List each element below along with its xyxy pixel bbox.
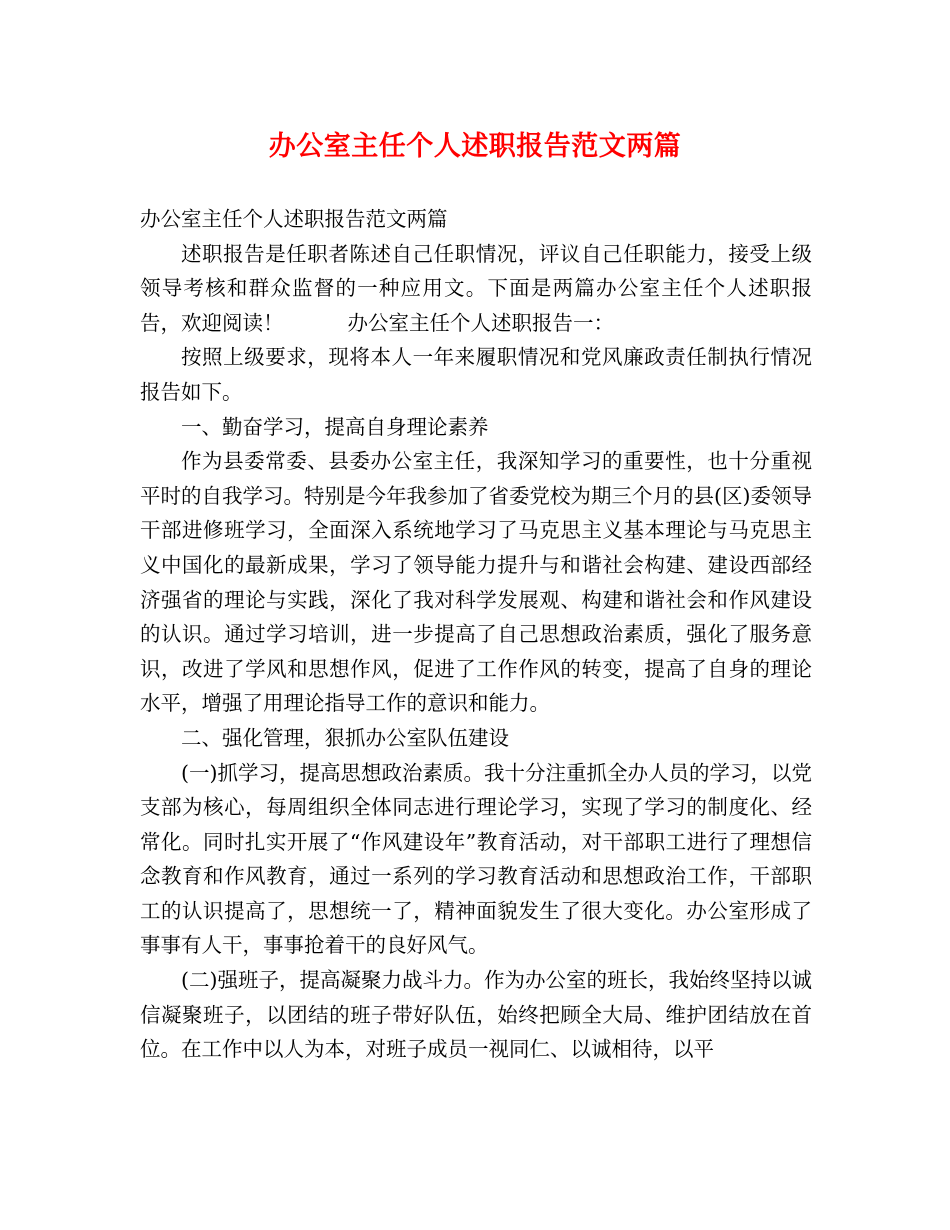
document-body	[140, 202, 812, 1067]
section-heading-management: 二、强化管理，狠抓办公室队伍建设	[181, 725, 509, 750]
document-subtitle: 办公室主任个人述职报告范文两篇	[140, 207, 448, 231]
body-paragraph: (二)强班子，提高凝聚力战斗力。作为办公室的班长，我始终坚持以诚信凝聚班子，以团结的班子带好队伍，始终把顾全大局、维护团结放在首位。在工作中以人为本，对班子成员一视同仁、以诚相待，以平	[140, 968, 812, 1062]
report-one-heading: 办公室主任个人述职报告一：	[347, 310, 614, 335]
body-paragraph: 作为县委常委、县委办公室主任，我深知学习的重要性，也十分重视平时的自我学习。特别是今年我参加了省委党校为期三个月的县(区)委领导干部进修班学习，全面深入系统地学习了马克思主义基本理论与马克思主义中国化的最新成果，学习了领导能力提升与和谐社会构建、建设西部经济强省的理论与实践，深化了我对科学发展观、构建和谐社会和作风建设的认识。通过学习培训，进一步提高了自己思想政治素质，强化了服务意识，改进了学风和思想作风，促进了工作作风的转变，提高了自身的理论水平，增强了用理论指导工作的意识和能力。	[140, 449, 812, 716]
document-title: 办公室主任个人述职报告范文两篇	[268, 131, 682, 162]
body-paragraph: 按照上级要求，现将本人一年来履职情况和党风廉政责任制执行情况报告如下。	[140, 345, 812, 404]
body-paragraph: (一)抓学习，提高思想政治素质。我十分注重抓全办人员的学习，以党支部为核心，每周组织全体同志进行理论学习，实现了学习的制度化、经常化。同时扎实开展了“作风建设年”教育活动，对干部职工进行了理想信念教育和作风教育，通过一系列的学习教育活动和思想政治工作，干部职工的认识提高了，思想统一了，精神面貌发生了很大变化。办公室形成了事事有人干，事事抢着干的良好风气。	[140, 760, 812, 958]
intro-paragraph	[140, 237, 812, 341]
section-heading-study: 一、勤奋学习，提高自身理论素养	[181, 414, 489, 439]
intro-text: 述职报告是任职者陈述自己任职情况，评议自己任职能力，接受上级领导考核和群众监督的一种应用文。下面是两篇办公室主任个人述职报告，欢迎阅读！	[140, 241, 812, 335]
